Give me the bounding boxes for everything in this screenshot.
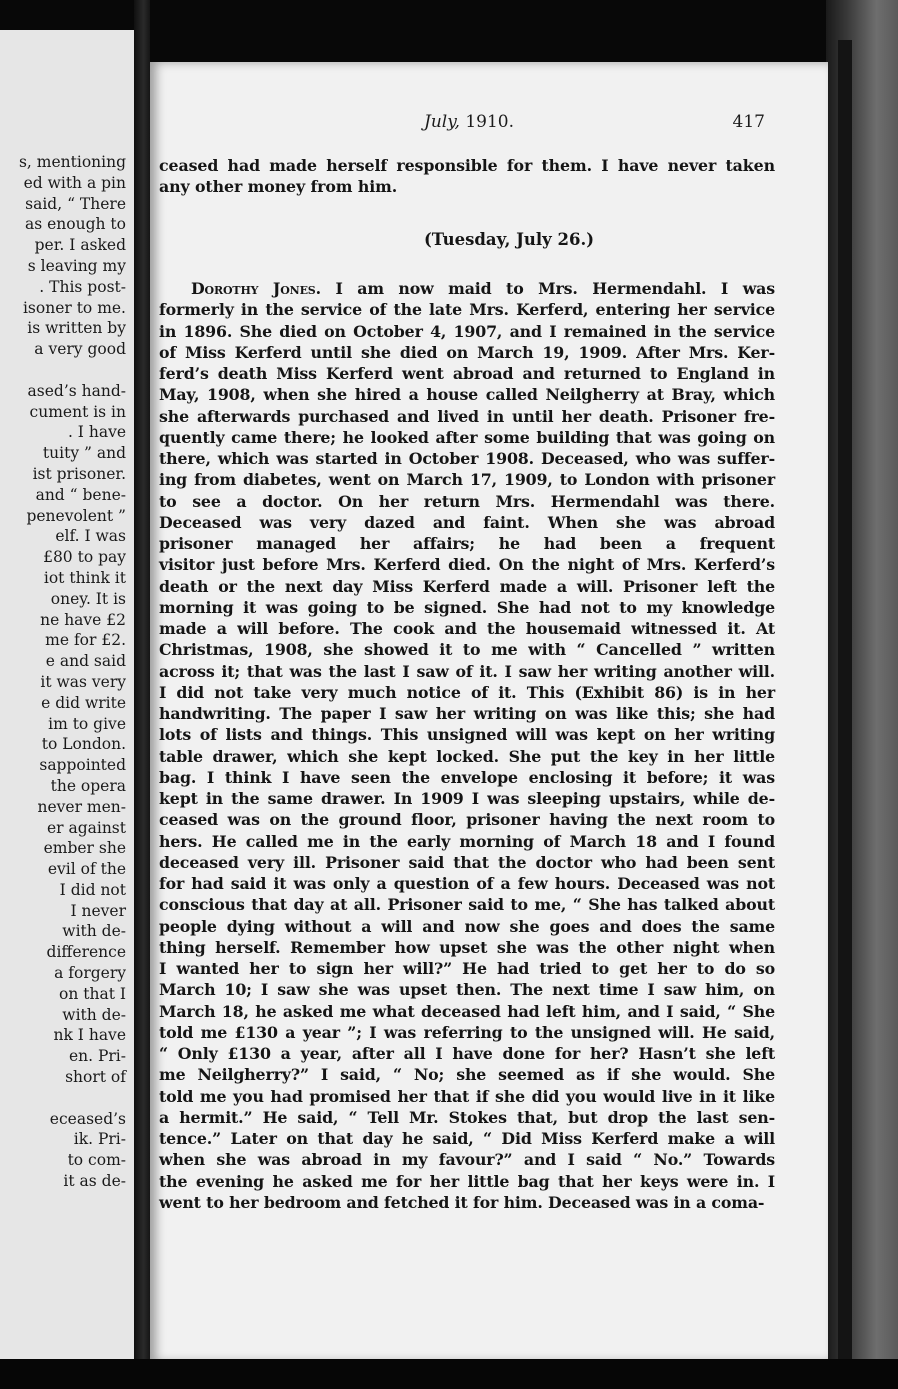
testimony-first-line — [159, 278, 775, 299]
running-head-year: 1910. — [465, 112, 515, 132]
facing-page-line: a very good — [34, 340, 126, 359]
text-line: she afterwards purchased and lived in until her death. Prisoner fre- — [159, 406, 775, 426]
facing-page-line: en. Pri- — [68, 1047, 126, 1066]
text-line: I did not take very much notice of it. This (Exhibit 86) is in her — [159, 682, 775, 702]
running-head-date — [424, 112, 514, 132]
facing-page-line: with de- — [62, 922, 126, 941]
text-line: across it; that was the last I saw of it. I saw her writing another will. — [159, 661, 775, 681]
text-line: told me £130 a year ”; I was referring to the unsigned will. He said, — [159, 1022, 775, 1042]
text-line: visitor just before Mrs. Kerferd died. On the night of Mrs. Kerferd’s — [159, 555, 775, 575]
facing-page-line: ik. Pri- — [73, 1130, 126, 1149]
facing-page-line: me for £2. — [45, 631, 126, 650]
facing-page-line: oney. It is — [50, 589, 126, 608]
text-line: ferd’s death Miss Kerferd went abroad and returned to England in — [159, 364, 775, 383]
text-line: to see a doctor. On her return Mrs. Hermendahl was there. — [159, 491, 775, 511]
text-line: ing from diabetes, went on March 17, 1909, to London with prisoner — [159, 470, 775, 490]
facing-page-line: a forgery — [54, 964, 126, 983]
text-line: hers. He called me in the early morning of March 18 and I found — [159, 831, 775, 851]
text-line: for had said it was only a question of a few hours. Deceased was not — [159, 874, 775, 893]
facing-page-line: short of — [65, 1068, 126, 1087]
page-417 — [150, 62, 828, 1362]
facing-page-line: it as de- — [63, 1172, 126, 1191]
text-line: I wanted her to sign her will?” He had tried to get her to do so — [159, 959, 775, 978]
facing-page-line: e and said — [45, 652, 126, 671]
text-line: told me you had promised her that if she did you would live in it like — [159, 1086, 775, 1106]
facing-page-line: ember she — [43, 839, 126, 858]
text-line: tence.” Later on that day he said, “ Did Miss Kerferd make a will — [159, 1129, 775, 1148]
text-line: March 18, he asked me what deceased had left him, and I said, “ She — [159, 1001, 775, 1021]
text-line: a hermit.” He said, “ Tell Mr. Stokes that, but drop the last sen- — [159, 1107, 775, 1127]
facing-page-line: on that I — [59, 984, 126, 1003]
facing-page-line — [19, 360, 126, 381]
witness-testimony — [159, 278, 775, 1213]
facing-page-line: s, mentioning — [18, 153, 126, 171]
text-line: Deceased was very dazed and faint. When she was abroad — [159, 512, 775, 532]
facing-page-line: penevolent ” — [26, 506, 126, 525]
facing-page-line: I did not — [59, 880, 126, 899]
text-line: lots of lists and things. This unsigned will was kept on her writing — [159, 725, 775, 745]
text-line: “ Only £130 a year, after all I have done for her? Hasn’t she left — [159, 1044, 775, 1063]
facing-page-line: the opera — [50, 776, 126, 795]
text-line: of Miss Kerferd until she died on March 19, 1909. After Mrs. Ker- — [159, 342, 775, 362]
text-line: death or the next day Miss Kerferd made a will. Prisoner left the — [159, 576, 775, 596]
running-head — [150, 112, 828, 136]
text-line: went to her bedroom and fetched it for him. Deceased was in a coma- — [159, 1192, 765, 1212]
facing-page-line: elf. I was — [55, 527, 126, 546]
facing-page-text — [19, 152, 126, 1192]
facing-page-line: as enough to — [25, 215, 126, 234]
facing-page-line: eceased’s — [49, 1109, 126, 1128]
facing-page-line: sappointed — [39, 756, 126, 775]
facing-page-line: s leaving my — [27, 256, 126, 275]
text-line: made a will before. The cook and the housemaid witnessed it. At — [159, 619, 775, 638]
text-line: bag. I think I have seen the envelope enclosing it before; it was — [159, 767, 775, 787]
text-line: conscious that day at all. Prisoner said to me, “ She has talked about — [159, 895, 775, 915]
text-line: morning it was going to be signed. She had not to my knowledge — [159, 597, 775, 617]
facing-page-line: per. I asked — [34, 236, 126, 255]
text-line: kept in the same drawer. In 1909 I was sleeping upstairs, while de- — [159, 789, 775, 808]
facing-page-line: to com- — [67, 1151, 126, 1170]
facing-page-line: ist prisoner. — [32, 464, 126, 483]
text-line: deceased very ill. Prisoner said that the doctor who had been sent — [159, 852, 775, 872]
text-line: handwriting. The paper I saw her writing on was like this; she had — [159, 704, 775, 723]
facing-page-line: im to give — [48, 714, 126, 733]
text-line: me Neilgherry?” I said, “ No; she seemed as if she would. She — [159, 1065, 775, 1085]
text-line: March 10; I saw she was upset then. The next time I saw him, on — [159, 980, 775, 1000]
text-line: any other money from him. — [159, 176, 398, 196]
text-line: when she was abroad in my favour?” and I said “ No.” Towards — [159, 1150, 775, 1170]
facing-page-line — [19, 1088, 126, 1109]
text-line: thing herself. Remember how upset she was the other night when — [159, 937, 775, 957]
facing-page-line: iot think it — [43, 568, 126, 587]
scan-bottom-edge — [0, 1359, 898, 1389]
text-line: formerly in the service of the late Mrs. Kerferd, entering her service — [159, 300, 775, 320]
facing-page-line: difference — [46, 943, 126, 962]
facing-page-line: ed with a pin — [23, 173, 126, 192]
facing-page-line: said, “ There — [25, 194, 126, 213]
facing-page-line: £80 to pay — [43, 548, 126, 567]
text-line: prisoner managed her affairs; he had been a frequent — [159, 534, 775, 553]
facing-page-line: er against — [46, 818, 126, 837]
session-heading: (Tuesday, July 26.) — [424, 230, 594, 249]
facing-page-line: evil of the — [47, 860, 126, 879]
facing-page-line: to London. — [41, 735, 126, 754]
opening-paragraph — [159, 156, 775, 198]
page-number: 417 — [732, 112, 765, 132]
scanner-edge — [826, 0, 898, 1389]
facing-page-line: isoner to me. — [22, 298, 126, 317]
witness-name: Dorothy Jones. — [191, 279, 321, 298]
facing-page-line: ne have £2 — [40, 610, 126, 629]
text-line: ceased had made herself responsible for them. I have never taken — [159, 156, 775, 175]
book-gutter — [134, 0, 150, 1389]
facing-page-left — [0, 30, 137, 1360]
text-line: in 1896. She died on October 4, 1907, and I remained in the service — [159, 321, 775, 341]
facing-page-line: . This post- — [39, 277, 126, 296]
scanner-edge-band — [838, 40, 852, 1389]
facing-page-line: e did write — [41, 693, 126, 712]
text-line: there, which was started in October 1908. Deceased, who was suffer- — [159, 449, 775, 468]
testimony-first-line-text: I am now maid to Mrs. Hermendahl. I was — [335, 279, 775, 298]
facing-page-line: . I have — [67, 423, 126, 442]
text-line: table drawer, which she kept locked. She put the key in her little — [159, 746, 775, 766]
running-head-month: July, — [424, 112, 460, 132]
facing-page-line: is written by — [27, 319, 126, 338]
facing-page-line: never men- — [37, 797, 126, 816]
text-line: the evening he asked me for her little bag that her keys were in. I — [159, 1171, 775, 1191]
facing-page-line: tuity ” and — [42, 444, 126, 463]
text-line: people dying without a will and now she goes and does the same — [159, 916, 775, 936]
facing-page-line: with de- — [62, 1005, 126, 1024]
facing-page-line: cument is in — [29, 402, 126, 421]
facing-page-line: I never — [70, 901, 126, 920]
text-line: Christmas, 1908, she showed it to me with “ Cancelled ” written — [159, 640, 775, 660]
text-line: quently came there; he looked after some building that was going on — [159, 427, 775, 447]
text-line: ceased was on the ground floor, prisoner having the next room to — [159, 810, 775, 830]
facing-page-line: ased’s hand- — [27, 381, 126, 400]
facing-page-line: it was very — [40, 672, 126, 691]
facing-page-line: nk I have — [53, 1026, 126, 1045]
facing-page-line: and “ bene- — [35, 485, 126, 504]
text-line: May, 1908, when she hired a house called Neilgherry at Bray, which — [159, 385, 775, 405]
